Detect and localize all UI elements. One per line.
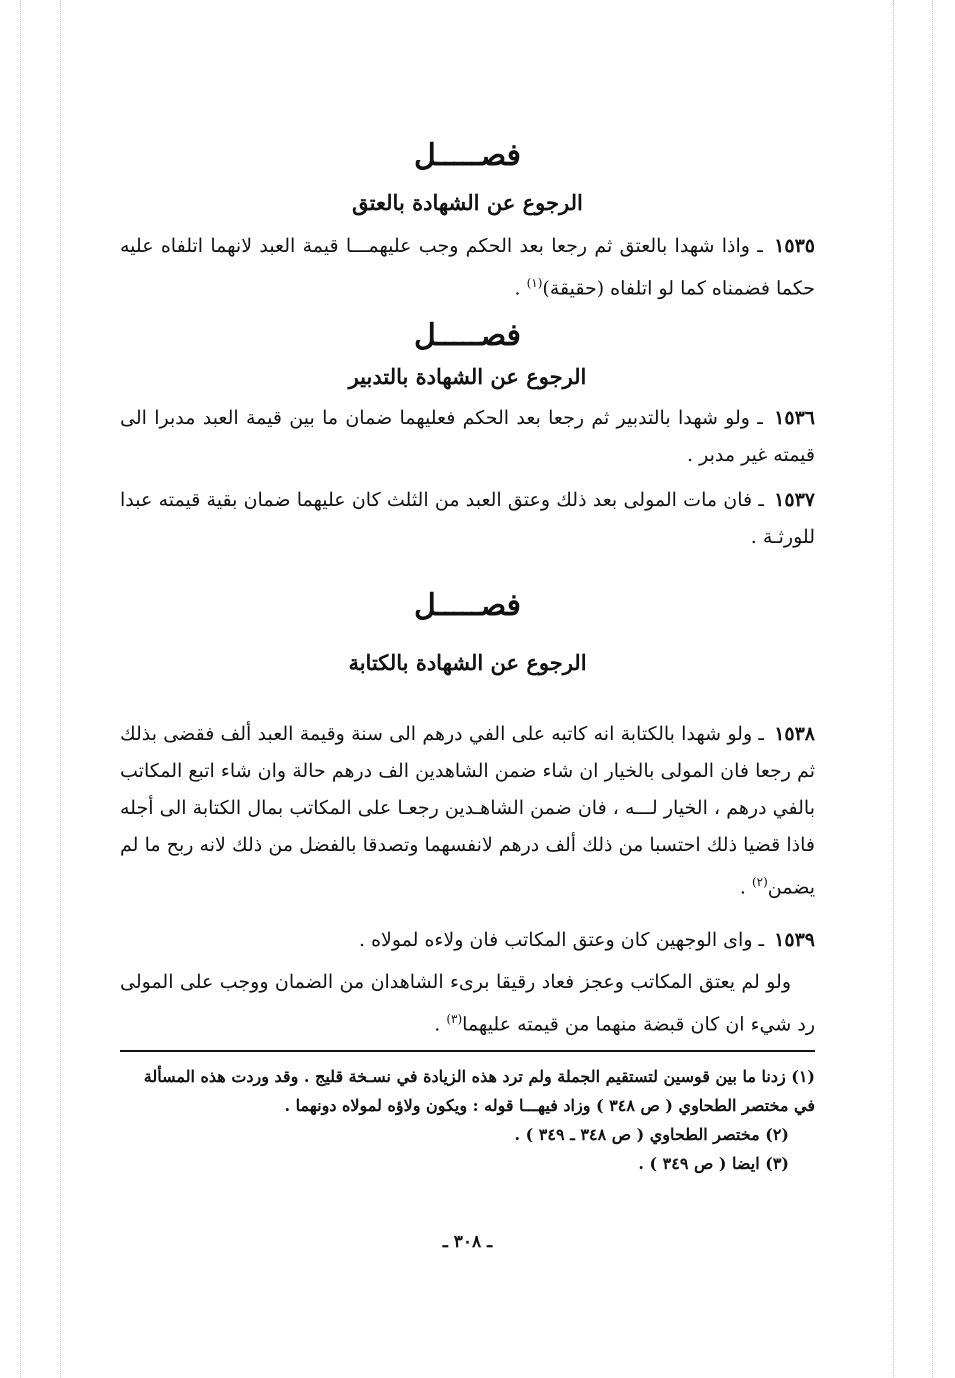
paragraph-1535 (120, 228, 815, 307)
paragraph-1536 (120, 400, 815, 474)
section-1-subtitle: الرجوع عن الشهادة بالعتق (352, 190, 583, 215)
footnote-3: (٣) ايضا ( ص ٣٤٩ ) . (638, 1154, 789, 1173)
paragraph-text: ولو لم يعتق المكاتب وعجز فعاد رقيقا برىء الشاهدان من الضمان ووجب على المولى رد شيء ان كان قبضة منهما من قيمته عليهما (120, 971, 815, 1036)
paragraph-tail: . (434, 1013, 447, 1036)
left-margin-guide (20, 0, 22, 1378)
paragraph-text: ـ ولو شهدا بالتدبير ثم رجعا بعد الحكم فعليهما ضمان ما بين قيمة العبد مدبرا الى قيمته غير مدبر . (120, 407, 815, 466)
paragraph-1539 (120, 922, 815, 959)
paragraph-number: ١٥٣٩ (774, 929, 815, 951)
footnote-ref: (٢) (751, 875, 768, 889)
paragraph-number: ١٥٣٦ (774, 407, 815, 429)
page-number: ـ ٣٠٨ ـ (442, 1232, 493, 1252)
section-2-heading: فصـــــل (413, 318, 522, 353)
footnote-ref: (٣) (446, 1012, 463, 1026)
paragraph-text: ـ واذا شهدا بالعتق ثم رجعا بعد الحكم وجب عليهمـــا قيمة العبد لانهما اتلفاه عليه حكما فضمناه كما لو اتلفاه (حقيقة) (120, 235, 815, 300)
footnote-1: (١) زدنا ما بين قوسين لتستقيم الجملة ولم ترد هذه الزيادة في نسـخة قليج . وقد وردت هذه المسألة في مختصر الطحاوي ( ص ٣٤٨ ) وزاد فيهـــا قوله : ويكون ولاؤه لمولاه دونهما . (143, 1067, 815, 1115)
paragraph-1537 (120, 482, 815, 556)
footnote-divider (120, 1050, 815, 1052)
paragraph-number: ١٥٣٨ (774, 723, 816, 745)
paragraph-text: ـ ولو شهدا بالكتابة انه كاتبه على الفي درهم الى سنة وقيمة العبد ألف فقضى بذلك ثم رجعا فان المولى بالخيار ان شاء ضمن الشاهدين الف درهم حالة وان شاء اتبع المكاتب بالفي درهم ، الخيار لـــه ، فان ضمن الشاهـدين رجعـا على المكاتب بمال الكتابة الى أجله فاذا قضيا ذلك احتسبا من ذلك ألف درهم لانفسهما وتصدقا بالفضل من ذلك لانه ربح ما لم يضمن (120, 723, 815, 899)
paragraph-continuation (120, 964, 815, 1043)
paragraph-tail: . (739, 876, 752, 899)
section-3-heading: فصـــــل (413, 588, 522, 623)
footnote-2: (٢) مختصر الطحاوي ( ص ٣٤٨ ـ ٣٤٩ ) . (514, 1125, 789, 1144)
paragraph-number: ١٥٣٥ (774, 235, 815, 257)
paragraph-text: ـ واى الوجهين كان وعتق المكاتب فان ولاءه لمولاه . (358, 929, 765, 951)
section-2-subtitle: الرجوع عن الشهادة بالتدبير (348, 364, 587, 389)
left-margin-guide-2 (60, 0, 62, 1378)
footnotes (120, 1062, 815, 1178)
paragraph-number: ١٥٣٧ (774, 489, 815, 511)
paragraph-tail: . (514, 277, 527, 300)
paragraph-1538 (120, 716, 815, 906)
right-margin-guide (893, 0, 895, 1378)
right-margin-guide-2 (932, 0, 934, 1378)
paragraph-text: ـ فان مات المولى بعد ذلك وعتق العبد من الثلث كان عليهما ضمان بقية قيمته عبدا للورثـة . (120, 489, 815, 548)
footnote-ref: (١) (526, 276, 543, 290)
section-1-heading: فصـــــل (413, 138, 522, 173)
section-3-subtitle: الرجوع عن الشهادة بالكتابة (348, 650, 587, 675)
